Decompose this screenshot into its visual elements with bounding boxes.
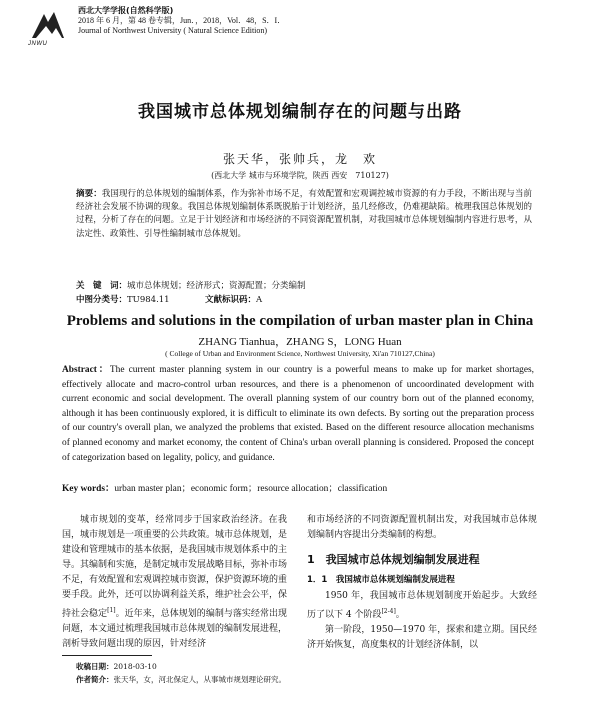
abstract-cn [76,188,532,241]
received-label: 收稿日期： [76,662,114,671]
citation-ref-2: [2-4] [381,608,396,615]
abstract-en-label: Abstract： [62,365,110,375]
body-right-paragraph-2-text: 1950 年，我国城市总体规划制度开始起步。大致经历了以下 4 个阶段 [307,591,537,620]
body-left-paragraph: 城市规划的变革，经常同步于国家政治经济。在我国，城市规划是一项重要的公共政策。城市总体规划，是建设和管理城市的基本依据，是我国城市规划体系中的主导。其编制和实施，是制定城市发展战略目标，弥补市场不足，有效配置和宏观调控城市资源，保护资源环境的重要手段。此外，还可以协调利益关系，维护社会公平，保持社会稳定 [62,515,288,619]
authors-cn: 张天华，张帅兵，龙 欢 [222,152,377,166]
classification-line [76,294,532,306]
doc-code-label: 文献标识码： [205,295,257,305]
body-right-paragraph-2-end: 。 [395,610,405,620]
footnote-received [76,661,157,672]
footnote-divider [62,655,152,656]
received-date: 2018-03-10 [113,662,157,671]
abstract-en [62,363,534,465]
keywords-cn-text: 城市总体规划；经济形式；资源配置；分类编制 [127,281,306,291]
paper-title-en: Problems and solutions in the compilation of urban master plan in China [66,313,534,329]
clc-label: 中图分类号： [76,295,128,305]
journal-logo-caption: JNWU [28,41,48,47]
issue-line: 2018 年 6 月，第 48 卷专辑，Jun．，2018，Vol．48，S．I． [78,16,286,25]
keywords-cn-label: 关 键 词： [76,281,128,291]
author-info-label: 作者简介： [76,675,114,684]
body-right-paragraph-2 [307,589,537,623]
keywords-cn [76,280,532,292]
footnote-author [76,674,286,685]
subsection-heading-1-1: 1．1 我国城市总体规划编制发展进程 [307,575,455,585]
doc-code-value: A [256,295,263,305]
section-heading-1: 1 我国城市总体规划编制发展进程 [307,553,480,566]
body-right-paragraph-1: 和市场经济的不同资源配置机制出发，对我国城市总体规划编制内容提出分类编制的构想。 [307,515,537,540]
authors-en: ZHANG Tianhua，ZHANG S，LONG Huan [198,336,402,348]
journal-header [78,6,498,36]
abstract-cn-label: 摘要： [76,189,102,199]
paper-title-cn: 我国城市总体规划编制存在的问题与出路 [138,102,462,122]
keywords-en-text: urban master plan；economic form；resource allocation；classification [114,484,388,494]
author-info-text: 张天华，女，河北保定人，从事城市规划理论研究。 [113,675,286,684]
keywords-en-label: Key words： [62,484,115,494]
affiliation-cn: (西北大学 城市与环境学院，陕西 西安 710127) [211,171,389,180]
abstract-en-text: The current master planning system in our country is a powerful means to make up for market shortages, effectively allocate and macro-control urban resources, and there is a phenomenon of uncoordinated development with current economic and social development. The overall planning system of our country born out of the planned economy, although it has been continuously explored, it is difficult to eliminate its own defects. By sorting out the preparation process of our country's overall plan, we analyzed the problems that existed. Based on the different resource allocation mechanisms of planned economy and market economy, the content of China's urban overall planning is considered. Proposed the concept of categorization based on legality, policy, and guidance. [62,365,534,463]
abstract-cn-text: 我国现行的总体规划的编制体系，作为弥补市场不足，有效配置和宏观调控城市资源的有力手段，不断出现与当前经济社会发展不协调的现象。我国总体规划编制体系既脱胎于计划经济，虽几经修改，仍难褪缺陷。梳理我国总体规划的过程，分析了存在的问题。立足于计划经济和市场经济的不同资源配置机制，对我国城市总体规划编制内容进行思考，从法定性、政策性、引导性编制城市总体规划。 [76,189,532,239]
body-right-paragraph-3: 第一阶段，1950—1970 年，探索和建立期。国民经济开始恢复，高度集权的计划经济体制，以 [307,625,537,650]
citation-ref: [1] [107,607,116,614]
affiliation-en: ( College of Urban and Environment Science, Northwest University, Xi'an 710127,China) [165,349,435,358]
journal-logo-icon [28,8,68,44]
body-right-column [307,513,537,653]
body-left-paragraph-end: 。近年来，总体规划的编制与落实经常出现问题，本文通过梳理我国城市总体规划的编制发展进程，剖析导致问题出现的原因，针对经济 [62,609,288,649]
journal-name-en: Journal of Northwest University ( Natural Science Edition) [78,26,268,35]
keywords-en [62,480,534,494]
clc-value: TU984.11 [127,295,170,305]
journal-name-cn: 西北大学学报(自然科学版) [78,6,174,15]
body-left-column [62,513,287,652]
